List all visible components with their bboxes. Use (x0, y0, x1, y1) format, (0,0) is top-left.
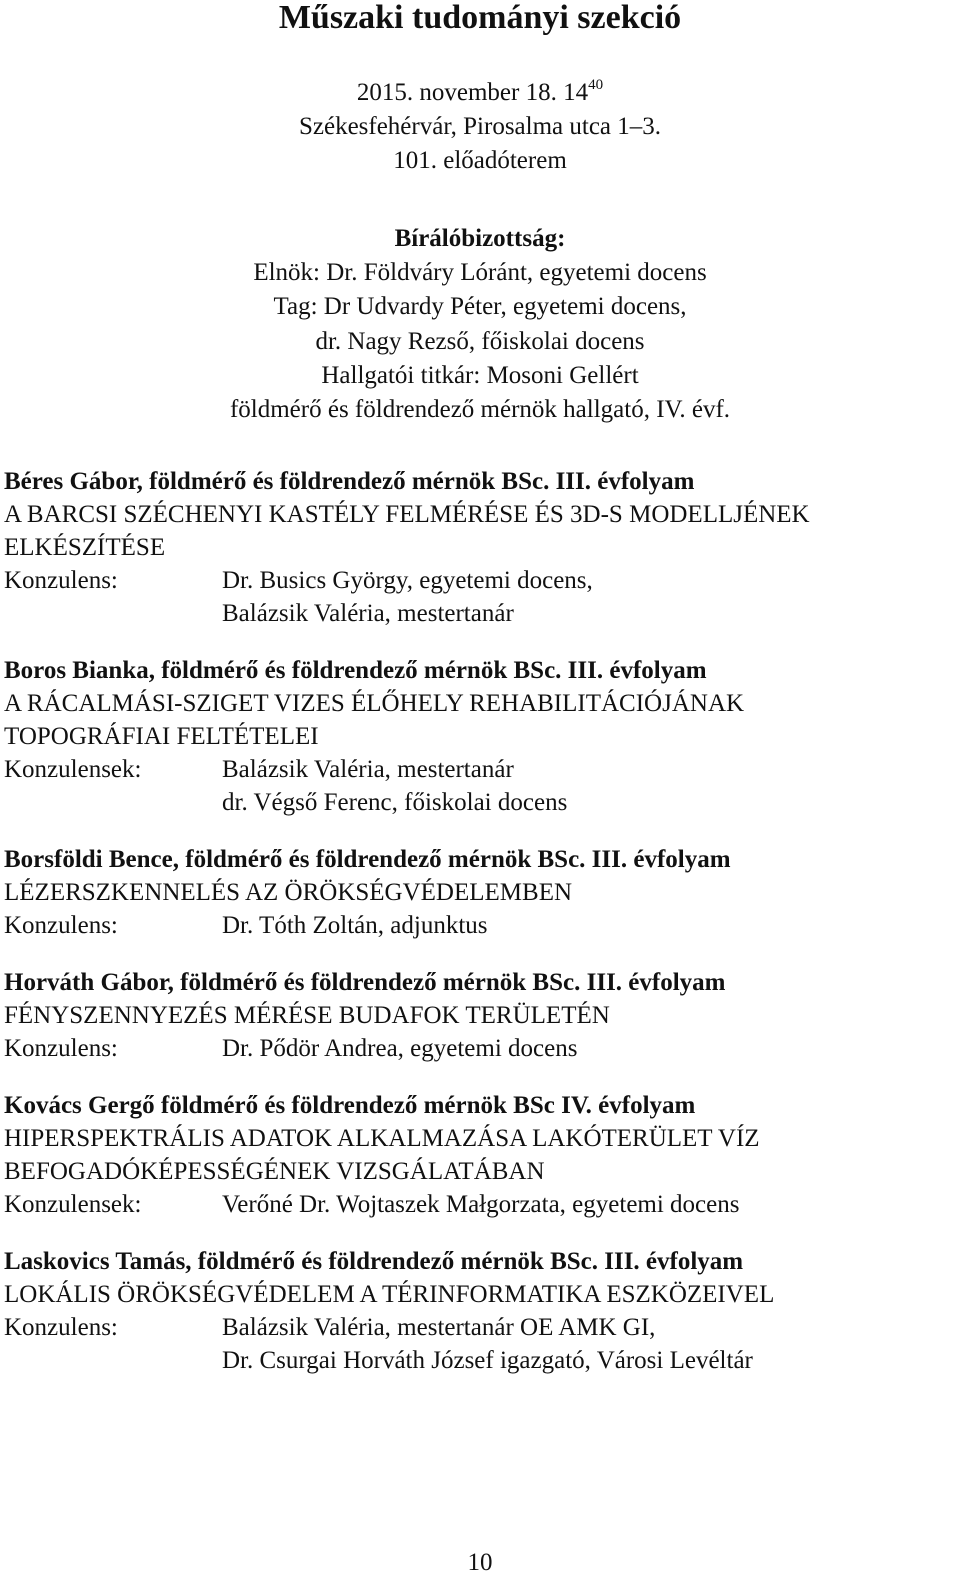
presentation-title: BEFOGADÓKÉPESSÉGÉNEK VIZSGÁLATÁBAN (4, 1158, 545, 1185)
committee-line: dr. Nagy Rezső, főiskolai docens (315, 328, 645, 355)
advisor-name: Verőné Dr. Wojtaszek Małgorzata, egyetemi docens (222, 1191, 740, 1218)
event-date (0, 78, 960, 108)
advisor-list (222, 1032, 577, 1065)
presentation-title: TOPOGRÁFIAI FELTÉTELEI (4, 723, 319, 750)
event-date-text: 2015. november 18. 14 (356, 79, 589, 106)
student-name: Béres Gábor, földmérő és földrendező mérnök BSc. III. évfolyam (4, 468, 695, 495)
student-name: Borsföldi Bence, földmérő és földrendező mérnök BSc. III. évfolyam (4, 846, 731, 873)
advisor-row (4, 753, 954, 819)
event-room: 101. előadóterem (393, 147, 567, 174)
student-name: Kovács Gergő földmérő és földrendező mérnök BSc IV. évfolyam (4, 1092, 696, 1119)
committee-line: Tag: Dr Udvardy Péter, egyetemi docens, (273, 293, 687, 320)
advisor-list (222, 909, 488, 942)
advisor-name: Balázsik Valéria, mestertanár OE AMK GI, (222, 1314, 656, 1341)
advisor-label: Konzulens: (4, 912, 118, 939)
presentation-title: HIPERSPEKTRÁLIS ADATOK ALKALMAZÁSA LAKÓTERÜLET VÍZ (4, 1125, 760, 1152)
presentation-title: FÉNYSZENNYEZÉS MÉRÉSE BUDAFOK TERÜLETÉN (4, 1002, 610, 1029)
advisor-list (222, 1311, 753, 1377)
event-time-minutes: 40 (588, 77, 604, 93)
advisor-list (222, 1188, 739, 1221)
advisor-label: Konzulens: (4, 1035, 118, 1062)
advisor-row (4, 1032, 954, 1065)
presentation-title: A RÁCALMÁSI-SZIGET VIZES ÉLŐHELY REHABILITÁCIÓJÁNAK (4, 690, 745, 717)
presentation-entry (4, 1089, 954, 1221)
advisor-name: Balázsik Valéria, mestertanár (222, 600, 514, 627)
advisor-row (4, 1188, 954, 1221)
page-number: 10 (467, 1549, 493, 1576)
presentation-title: LOKÁLIS ÖRÖKSÉGVÉDELEM A TÉRINFORMATIKA ESZKÖZEIVEL (4, 1281, 775, 1308)
advisor-name: Dr. Csurgai Horváth József igazgató, Városi Levéltár (222, 1347, 753, 1374)
presentation-title: A BARCSI SZÉCHENYI KASTÉLY FELMÉRÉSE ÉS 3D-S MODELLJÉNEK (4, 501, 810, 528)
advisor-name: Dr. Tóth Zoltán, adjunktus (222, 912, 488, 939)
committee-line: földmérő és földrendező mérnök hallgató, IV. évf. (229, 396, 731, 423)
advisor-name: Balázsik Valéria, mestertanár (222, 756, 514, 783)
presentation-entry (4, 966, 954, 1065)
presentation-entry (4, 843, 954, 942)
presentation-title: ELKÉSZÍTÉSE (4, 534, 166, 561)
advisor-name: Dr. Pődör Andrea, egyetemi docens (222, 1035, 578, 1062)
advisor-row (4, 909, 954, 942)
committee-line: Hallgatói titkár: Mosoni Gellért (321, 362, 639, 389)
presentation-entry (4, 1245, 954, 1377)
advisor-label: Konzulens: (4, 567, 118, 594)
advisor-list (222, 564, 593, 630)
advisor-label: Konzulensek: (4, 756, 142, 783)
committee-line: Elnök: Dr. Földváry Lóránt, egyetemi docens (253, 259, 707, 286)
section-title: Műszaki tudományi szekció (278, 0, 682, 36)
advisor-label: Konzulens: (4, 1314, 118, 1341)
event-address: Székesfehérvár, Pirosalma utca 1–3. (298, 113, 662, 140)
student-name: Boros Bianka, földmérő és földrendező mérnök BSc. III. évfolyam (4, 657, 707, 684)
advisor-row (4, 564, 954, 630)
presentation-title: LÉZERSZKENNELÉS AZ ÖRÖKSÉGVÉDELEMBEN (4, 879, 573, 906)
advisor-row (4, 1311, 954, 1377)
presentation-entry (4, 654, 954, 819)
committee-heading: Bírálóbizottság: (394, 225, 566, 252)
advisor-list (222, 753, 567, 819)
advisor-label: Konzulensek: (4, 1191, 142, 1218)
advisor-name: Dr. Busics György, egyetemi docens, (222, 567, 593, 594)
student-name: Horváth Gábor, földmérő és földrendező mérnök BSc. III. évfolyam (4, 969, 726, 996)
presentation-entry (4, 465, 954, 630)
advisor-name: dr. Végső Ferenc, főiskolai docens (222, 789, 568, 816)
student-name: Laskovics Tamás, földmérő és földrendező mérnök BSc. III. évfolyam (4, 1248, 744, 1275)
presentation-list (4, 465, 954, 1401)
